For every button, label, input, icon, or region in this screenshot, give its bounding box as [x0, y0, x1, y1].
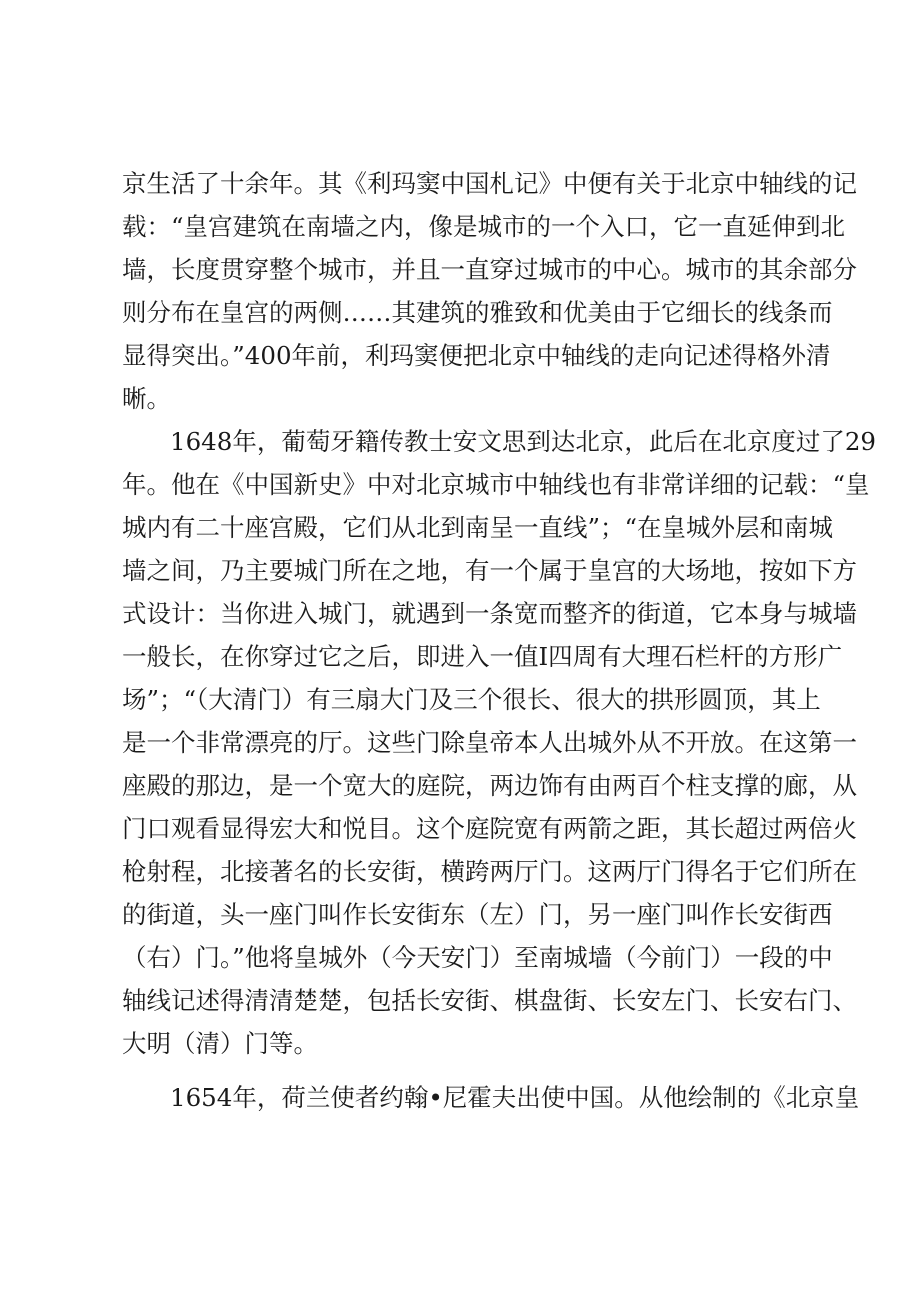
text-line: 1654年，荷兰使者约翰•尼霍夫出使中国。从他绘制的《北京皇: [170, 1083, 860, 1112]
text-line: 城内有二十座宫殿，它们从北到南呈一直线”；“在皇城外层和南城: [122, 513, 834, 542]
text-line: 墙之间，乃主要城门所在之地，有一个属于皇宫的大场地，按如下方: [122, 556, 857, 585]
text-line: 墙，长度贯穿整个城市，并且一直穿过城市的中心。城市的其余部分: [122, 255, 857, 284]
text-line: 座殿的那边，是一个宽大的庭院，两边饰有由两百个柱支撑的廊，从: [122, 771, 857, 800]
text-line: 大明（清）门等。: [122, 1029, 318, 1058]
text-line: （右）门。”他将皇城外（今天安门）至南城墙（今前门）一段的中: [122, 943, 833, 972]
text-line: 显得突出。”400年前，利玛窦便把北京中轴线的走向记述得格外清: [122, 341, 831, 370]
text-line: 年。他在《中国新史》中对北京城市中轴线也有非常详细的记载：“皇: [122, 470, 870, 499]
text-line: 1648年，葡萄牙籍传教士安文思到达北京，此后在北京度过了29: [170, 427, 877, 456]
text-line: 场”；“（大清门）有三扇大门及三个很长、很大的拱形圆顶，其上: [122, 685, 821, 714]
text-line: 是一个非常漂亮的厅。这些门除皇帝本人出城外从不开放。在这第一: [122, 728, 857, 757]
text-line: 则分布在皇宫的两侧……其建筑的雅致和优美由于它细长的线条而: [122, 298, 833, 327]
text-line: 门口观看显得宏大和悦目。这个庭院宽有两箭之距，其长超过两倍火: [122, 814, 857, 843]
text-line: 京生活了十余年。其《利玛窦中国札记》中便有关于北京中轴线的记: [122, 169, 857, 198]
text-line: 载：“皇宫建筑在南墙之内，像是城市的一个入口，它一直延伸到北: [122, 212, 846, 241]
text-line: 的街道，头一座门叫作长安街东（左）门，另一座门叫作长安街西: [122, 900, 833, 929]
text-line: 式设计：当你进入城门，就遇到一条宽而整齐的街道，它本身与城墙: [122, 599, 857, 628]
text-line: 轴线记述得清清楚楚，包括长安街、棋盘街、长安左门、长安右门、: [122, 986, 857, 1015]
text-line: 一般长，在你穿过它之后，即进入一值I四周有大理石栏杆的方形广: [122, 642, 843, 671]
text-line: 枪射程，北接著名的长安街，横跨两厅门。这两厅门得名于它们所在: [122, 857, 857, 886]
text-line: 晰。: [122, 384, 171, 413]
